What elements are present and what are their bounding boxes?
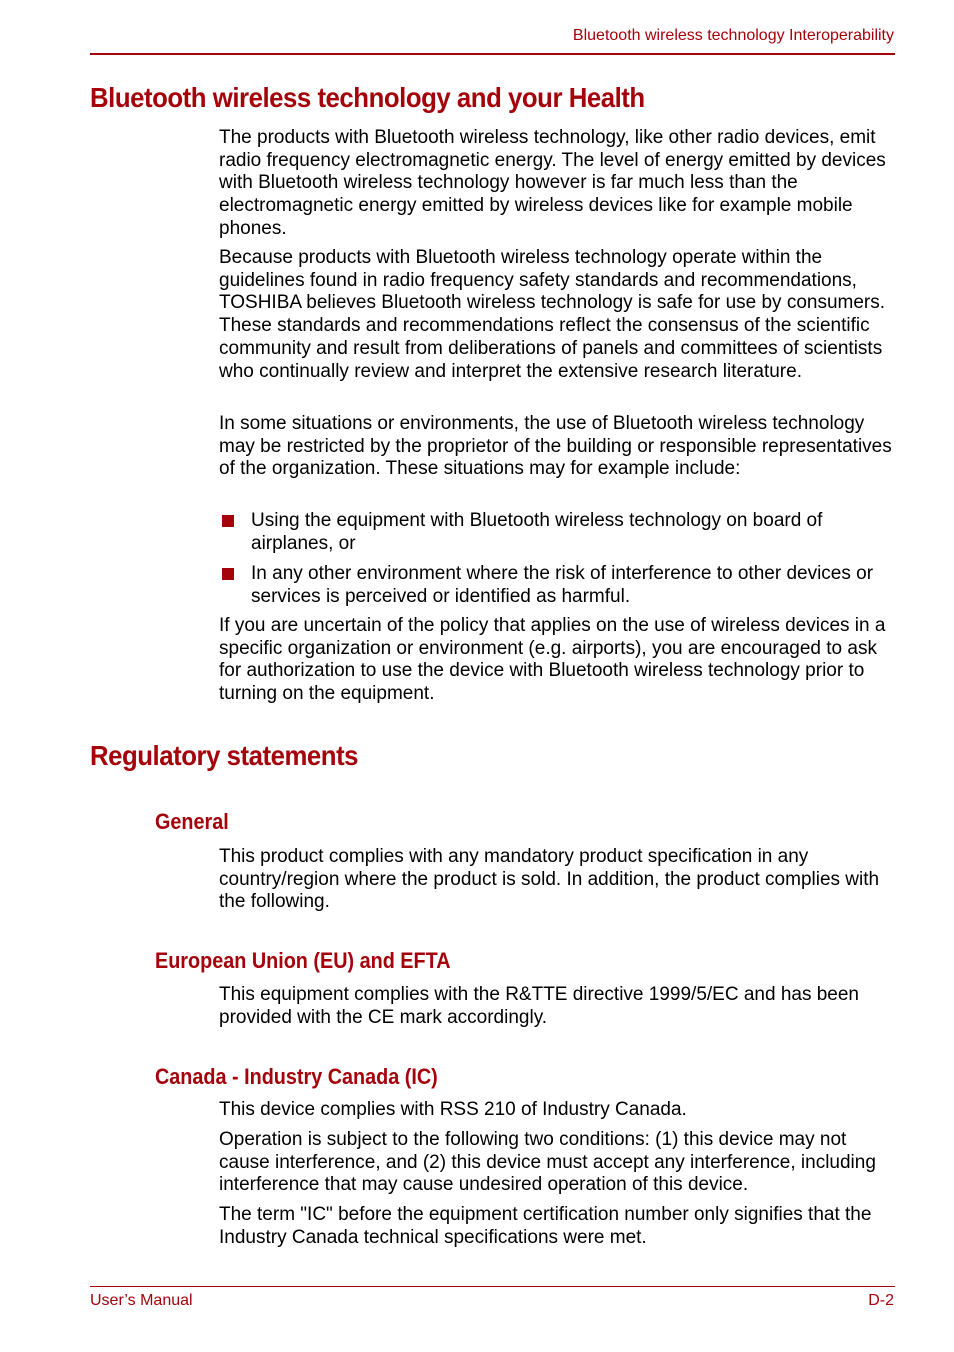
paragraph: This device complies with RSS 210 of Industry Canada. xyxy=(219,1099,687,1120)
footer-manual-label: User’s Manual xyxy=(90,1292,193,1309)
bullet-item xyxy=(219,510,899,555)
paragraph: This equipment complies with the R&TTE directive 1999/5/EC and has been provided with the CE mark accordingly. xyxy=(219,984,859,1028)
paragraph: Operation is subject to the following two conditions: (1) this device may not cause interference, and (2) this device must accept any interference, including interference that may cause undesired operation of this device. xyxy=(219,1129,876,1196)
paragraph: The term "IC" before the equipment certification number only signifies that the Industry Canada technical specifications were met. xyxy=(219,1204,872,1248)
paragraph: In some situations or environments, the use of Bluetooth wireless technology may be restricted by the proprietor of the building or responsible representatives of the organization. These situations may for example include: xyxy=(219,413,892,480)
section-title-regulatory: Regulatory statements xyxy=(90,740,359,771)
bullet-square-icon xyxy=(222,515,234,527)
bullet-item xyxy=(219,563,899,608)
paragraph: Because products with Bluetooth wireless technology operate within the guidelines found in radio frequency safety standards and recommendations, TOSHIBA believes Bluetooth wireless technology is safe for use by consumers. These standards and recommendations reflect the consensus of the scientific community and result from deliberations of panels and committees of scientists who continually review and interpret the extensive research literature. xyxy=(219,247,886,382)
page-number: D-2 xyxy=(868,1292,894,1309)
bullet-text: In any other environment where the risk of interference to other devices or services is perceived or identified as harmful. xyxy=(251,563,874,607)
section-title-bluetooth-health: Bluetooth wireless technology and your Health xyxy=(90,82,645,113)
paragraph: This product complies with any mandatory product specification in any country/region where the product is sold. In addition, the product complies with the following. xyxy=(219,846,880,913)
subsection-title-eu: European Union (EU) and EFTA xyxy=(155,948,451,973)
footer-rule xyxy=(90,1286,895,1287)
paragraph: If you are uncertain of the policy that applies on the use of wireless devices in a specific organization or environment (e.g. airports), you are encouraged to ask for authorization to use the device with Bluetooth wireless technology prior to turning on the equipment. xyxy=(219,615,886,705)
subsection-title-canada: Canada - Industry Canada (IC) xyxy=(155,1064,438,1089)
running-header-title: Bluetooth wireless technology Interoperability xyxy=(572,27,894,44)
subsection-title-general: General xyxy=(155,809,229,834)
bullet-text: Using the equipment with Bluetooth wireless technology on board of airplanes, or xyxy=(251,510,823,554)
header-rule xyxy=(90,53,895,55)
paragraph: The products with Bluetooth wireless technology, like other radio devices, emit radio frequency electromagnetic energy. The level of energy emitted by devices with Bluetooth wireless technology however is far much less than the electromagnetic energy emitted by wireless devices like for example mobile phones. xyxy=(219,127,886,239)
bullet-square-icon xyxy=(222,568,234,580)
